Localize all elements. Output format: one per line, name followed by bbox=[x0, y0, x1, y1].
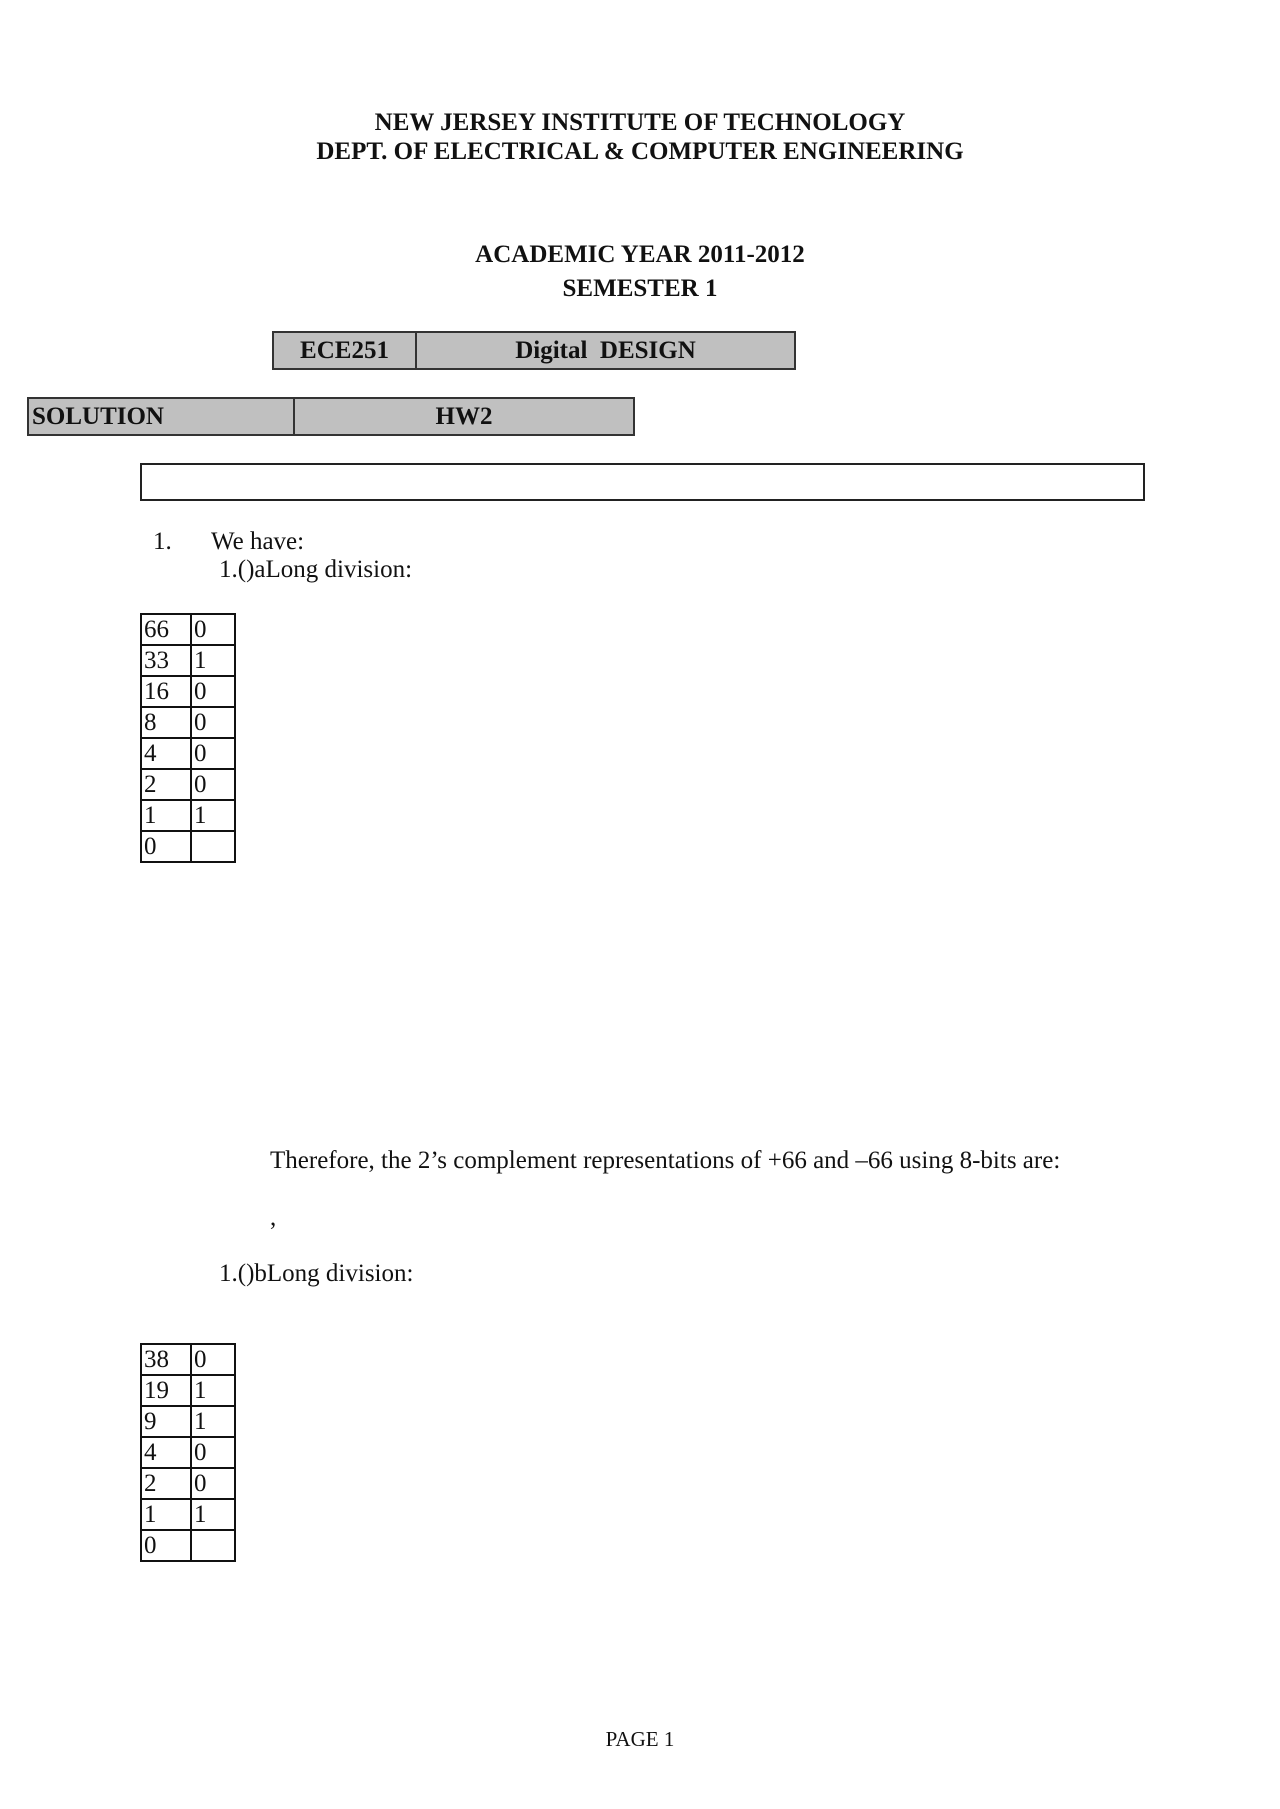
table-row bbox=[141, 1344, 235, 1375]
course-code: ECE251 bbox=[274, 333, 417, 368]
remainder-cell: 1 bbox=[191, 800, 235, 831]
part-b-label: 1.()bLong division: bbox=[219, 1260, 414, 1287]
table-row bbox=[141, 1468, 235, 1499]
table-row bbox=[141, 1499, 235, 1530]
table-row bbox=[141, 1530, 235, 1561]
table-row bbox=[141, 676, 235, 707]
table-row bbox=[141, 800, 235, 831]
part-a-comma: , bbox=[270, 1204, 277, 1231]
quotient-cell: 0 bbox=[141, 1530, 191, 1561]
table-row bbox=[141, 1375, 235, 1406]
problem-intro: We have: bbox=[211, 528, 305, 555]
course-box bbox=[272, 331, 796, 370]
course-title: Digital DESIGN bbox=[515, 336, 696, 364]
solution-label: SOLUTION bbox=[29, 399, 295, 434]
remainder-cell: 1 bbox=[191, 645, 235, 676]
assignment-box bbox=[27, 397, 635, 436]
remainder-cell: 0 bbox=[191, 738, 235, 769]
quotient-cell: 1 bbox=[141, 800, 191, 831]
quotient-cell: 16 bbox=[141, 676, 191, 707]
part-a-label: 1.()aLong division: bbox=[219, 556, 413, 583]
quotient-cell: 19 bbox=[141, 1375, 191, 1406]
table-row bbox=[141, 1406, 235, 1437]
remainder-cell: 0 bbox=[191, 769, 235, 800]
department-name: DEPT. OF ELECTRICAL & COMPUTER ENGINEERING bbox=[316, 138, 964, 165]
quotient-cell: 1 bbox=[141, 1499, 191, 1530]
quotient-cell: 66 bbox=[141, 614, 191, 645]
table-row bbox=[141, 738, 235, 769]
table-row bbox=[141, 831, 235, 862]
table-row bbox=[141, 1437, 235, 1468]
page-number: PAGE 1 bbox=[605, 1727, 675, 1751]
part-a-conclusion: Therefore, the 2’s complement representations of +66 and –66 using 8-bits are: bbox=[270, 1147, 1061, 1174]
remainder-cell bbox=[191, 1530, 235, 1561]
remainder-cell: 0 bbox=[191, 1344, 235, 1375]
problem-number: 1. bbox=[153, 528, 172, 555]
quotient-cell: 2 bbox=[141, 1468, 191, 1499]
table-row bbox=[141, 769, 235, 800]
remainder-cell bbox=[191, 831, 235, 862]
quotient-cell: 4 bbox=[141, 738, 191, 769]
remainder-cell: 0 bbox=[191, 614, 235, 645]
remainder-cell: 0 bbox=[191, 707, 235, 738]
quotient-cell: 9 bbox=[141, 1406, 191, 1437]
table-row bbox=[141, 614, 235, 645]
quotient-cell: 38 bbox=[141, 1344, 191, 1375]
quotient-cell: 0 bbox=[141, 831, 191, 862]
institute-name: NEW JERSEY INSTITUTE OF TECHNOLOGY bbox=[374, 109, 906, 136]
remainder-cell: 0 bbox=[191, 1468, 235, 1499]
quotient-cell: 4 bbox=[141, 1437, 191, 1468]
long-division-table-b bbox=[140, 1343, 236, 1562]
remainder-cell: 1 bbox=[191, 1499, 235, 1530]
quotient-cell: 33 bbox=[141, 645, 191, 676]
quotient-cell: 8 bbox=[141, 707, 191, 738]
semester: SEMESTER 1 bbox=[562, 275, 718, 302]
remainder-cell: 1 bbox=[191, 1375, 235, 1406]
table-row bbox=[141, 707, 235, 738]
table-row bbox=[141, 645, 235, 676]
academic-year: ACADEMIC YEAR 2011-2012 bbox=[475, 241, 805, 268]
assignment-name: HW2 bbox=[435, 402, 493, 430]
remainder-cell: 1 bbox=[191, 1406, 235, 1437]
long-division-table-a bbox=[140, 613, 236, 863]
remainder-cell: 0 bbox=[191, 676, 235, 707]
remainder-cell: 0 bbox=[191, 1437, 235, 1468]
blank-box bbox=[140, 463, 1145, 501]
quotient-cell: 2 bbox=[141, 769, 191, 800]
